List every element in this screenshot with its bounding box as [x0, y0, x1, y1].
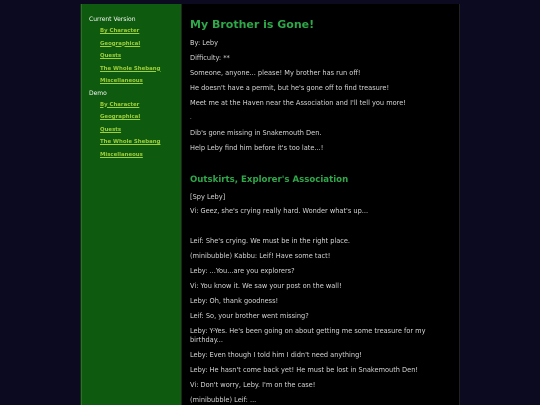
demo-nav-link-by-character[interactable]: By Character	[100, 101, 140, 108]
quest-author: By: Leby	[190, 39, 218, 47]
spy-dialogue-line: Vi: Geez, she's crying really hard. Wonder what's up...	[190, 207, 369, 215]
dialogue-line: Leif: So, your brother went missing?	[190, 312, 309, 320]
sidebar-section-demo: Demo	[89, 89, 107, 97]
quest-description-line: He doesn't have a permit, but he's gone off to find treasure!	[190, 84, 390, 92]
nav-link-quests[interactable]: Quests	[100, 53, 122, 59]
quest-description-divider: -	[190, 116, 192, 121]
dialogue-line: Leby: Even though I told him I didn't need anything!	[190, 351, 362, 359]
quest-description-line: Someone, anyone... please! My brother has run off!	[190, 69, 361, 77]
demo-nav-link-miscellaneous[interactable]: Miscellaneous	[100, 151, 143, 158]
dialogue-line: Leif: She's crying. We must be in the right place.	[190, 237, 351, 245]
spy-tag: [Spy Leby]	[190, 193, 226, 201]
quest-description-line: Dib's gone missing in Snakemouth Den.	[190, 129, 322, 137]
nav-link-geographical[interactable]: Geographical	[100, 40, 141, 47]
dialogue-line: Leby: Oh, thank goodness!	[190, 297, 279, 305]
quest-content	[182, 4, 459, 405]
nav-link-miscellaneous[interactable]: Miscellaneous	[100, 78, 143, 84]
demo-nav-link-quests[interactable]: Quests	[100, 126, 122, 133]
dialogue-line: Vi: Don't worry, Leby. I'm on the case!	[190, 381, 316, 389]
sidebar-nav	[81, 4, 181, 405]
demo-nav-link-whole-shebang[interactable]: The Whole Shebang	[100, 139, 161, 145]
quest-description-line: Help Leby find him before it's too late...!	[190, 144, 324, 152]
nav-link-by-character[interactable]: By Character	[100, 28, 140, 34]
dialogue-line: (minibubble) Kabbu: Leif! Have some tact!	[190, 252, 331, 260]
quest-title: My Brother is Gone!	[190, 18, 315, 31]
dialogue-line: Leby: ...You...are you explorers?	[190, 267, 295, 275]
demo-nav-link-geographical[interactable]: Geographical	[100, 114, 141, 120]
quest-description-line: Meet me at the Haven near the Association and I'll tell you more!	[190, 99, 406, 107]
section-heading: Outskirts, Explorer's Association	[190, 175, 349, 185]
dialogue-line: Vi: You know it. We saw your post on the wall!	[190, 282, 342, 290]
nav-link-whole-shebang[interactable]: The Whole Shebang	[100, 65, 161, 72]
dialogue-line: Leby: He hasn't come back yet! He must be lost in Snakemouth Den!	[190, 366, 419, 374]
sidebar-section-current-version: Current Version	[89, 16, 136, 23]
quest-difficulty: Difficulty: **	[190, 54, 230, 62]
dialogue-line: Leby: Y-Yes. He's been going on about getting me some treasure for my birthday...	[190, 327, 426, 344]
dialogue-line: (minibubble) Leif: ...	[190, 396, 257, 404]
